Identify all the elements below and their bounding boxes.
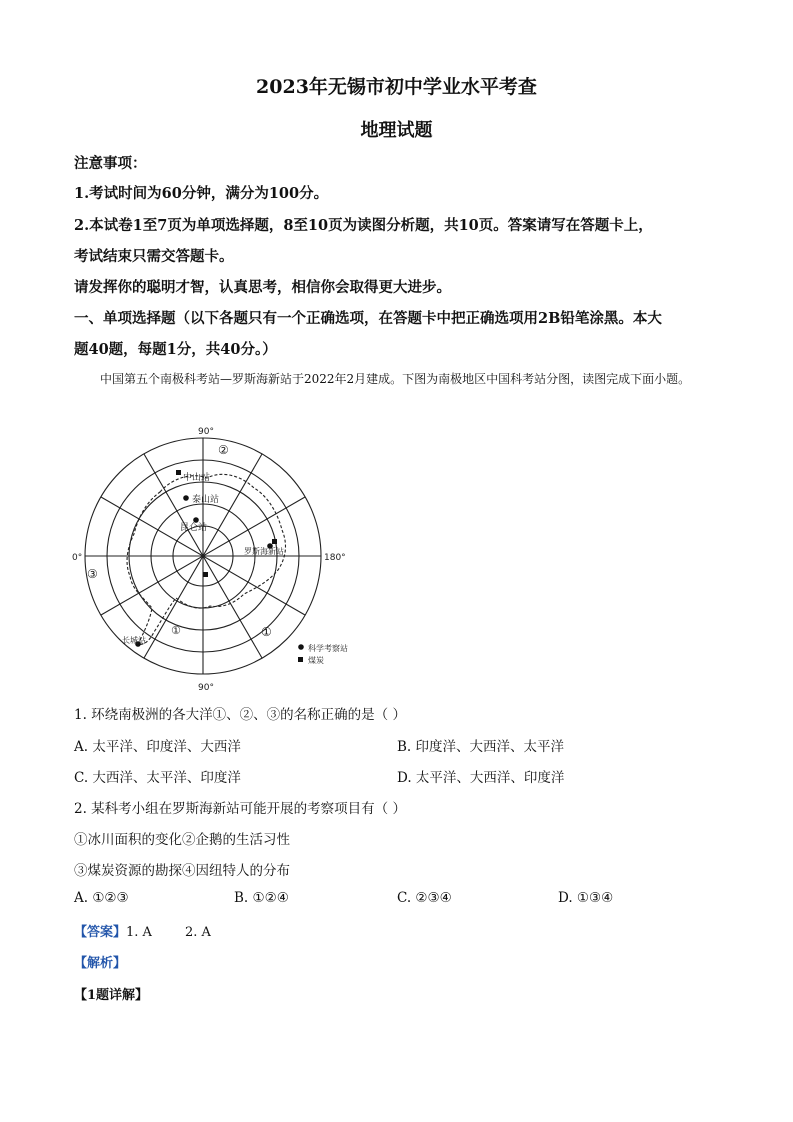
lon-label-left: 0° [72, 553, 83, 563]
notes-heading: 注意事项： [74, 155, 147, 172]
question-1-option-d: D. 太平洋、大西洋、印度洋 [397, 770, 565, 786]
question-2-stem: 2. 某科考小组在罗斯海新站可能开展的考察项目有（ ） [74, 801, 406, 817]
station-label-taishan: 泰山站 [192, 495, 220, 505]
coal-marker [203, 572, 208, 577]
zhongshan-station-marker [176, 470, 181, 475]
section-heading-line-1: 一、单项选择题（以下各题只有一个正确选项，在答题卡中把正确选项用2B铅笔涂黑。本大 [74, 310, 662, 327]
notes-item-2-line-1: 2.本试卷1至7页为单项选择题，8至10页为读图分析题，共10页。答案请写在答题卡上， [74, 217, 653, 234]
question-2-items-1-2: ①冰川面积的变化②企鹅的生活习性 [74, 832, 290, 848]
lon-label-bottom: 90° [198, 683, 214, 693]
answer-text: 1. A 2. A [126, 925, 211, 940]
antarctic-station-map [72, 422, 372, 694]
notes-encourage: 请发挥你的聪明才智，认真思考，相信你会取得更大进步。 [74, 279, 451, 296]
question-1-option-c: C. 大西洋、太平洋、印度洋 [74, 770, 241, 786]
page-title: 2023年无锡市初中学业水平考查 [256, 76, 537, 98]
ocean-label-3: ③ [87, 567, 98, 581]
question-1-option-a: A. 太平洋、印度洋、大西洋 [74, 739, 241, 755]
taishan-station-marker [183, 495, 189, 501]
detail-label: 【1题详解】 [74, 988, 149, 1003]
page-subtitle: 地理试题 [360, 120, 433, 141]
notes-item-2-line-2: 考试结束只需交答题卡。 [74, 248, 234, 265]
question-1-option-b: B. 印度洋、大西洋、太平洋 [397, 739, 565, 755]
station-label-ross: 罗斯海新站 [244, 547, 284, 556]
kunlun-station-marker [193, 517, 199, 523]
question-2-option-a: A. ①②③ [74, 890, 129, 906]
station-label-kunlun: 昆仑站 [180, 523, 208, 533]
notes-item-1: 1.考试时间为60分钟，满分为100分。 [74, 185, 329, 202]
intro-paragraph: 中国第五个南极科考站—罗斯海新站于2022年2月建成。下图为南极地区中国科考站分图，读图完成下面小题。 [100, 372, 691, 386]
legend-coal-icon [298, 657, 303, 662]
legend-station-label: 科学考察站 [308, 644, 348, 653]
coal-marker [272, 539, 277, 544]
lon-label-top: 90° [198, 427, 214, 437]
ocean-label-1: ① [261, 625, 272, 639]
legend-coal-label: 煤炭 [308, 656, 324, 665]
ocean-label-2: ② [218, 443, 229, 457]
section-heading-line-2: 题40题，每题1分，共40分。） [74, 341, 277, 358]
question-2-option-d: D. ①③④ [558, 890, 614, 906]
lon-label-right: 180° [324, 553, 346, 563]
ocean-label-1-small: ① [171, 624, 181, 637]
analysis-label: 【解析】 [74, 956, 127, 971]
answer-row [74, 921, 211, 940]
question-2-option-b: B. ①②④ [234, 890, 289, 906]
station-label-zhongshan: 中山站 [183, 473, 211, 483]
legend-station-icon [298, 644, 304, 650]
answer-label: 【答案】 [74, 925, 127, 940]
question-2-option-c: C. ②③④ [397, 890, 452, 906]
station-label-changcheng: 长城站 [122, 636, 146, 645]
question-2-items-3-4: ③煤炭资源的勘探④因纽特人的分布 [74, 863, 290, 879]
question-1-stem: 1. 环绕南极洲的各大洋①、②、③的名称正确的是（ ） [74, 707, 406, 723]
